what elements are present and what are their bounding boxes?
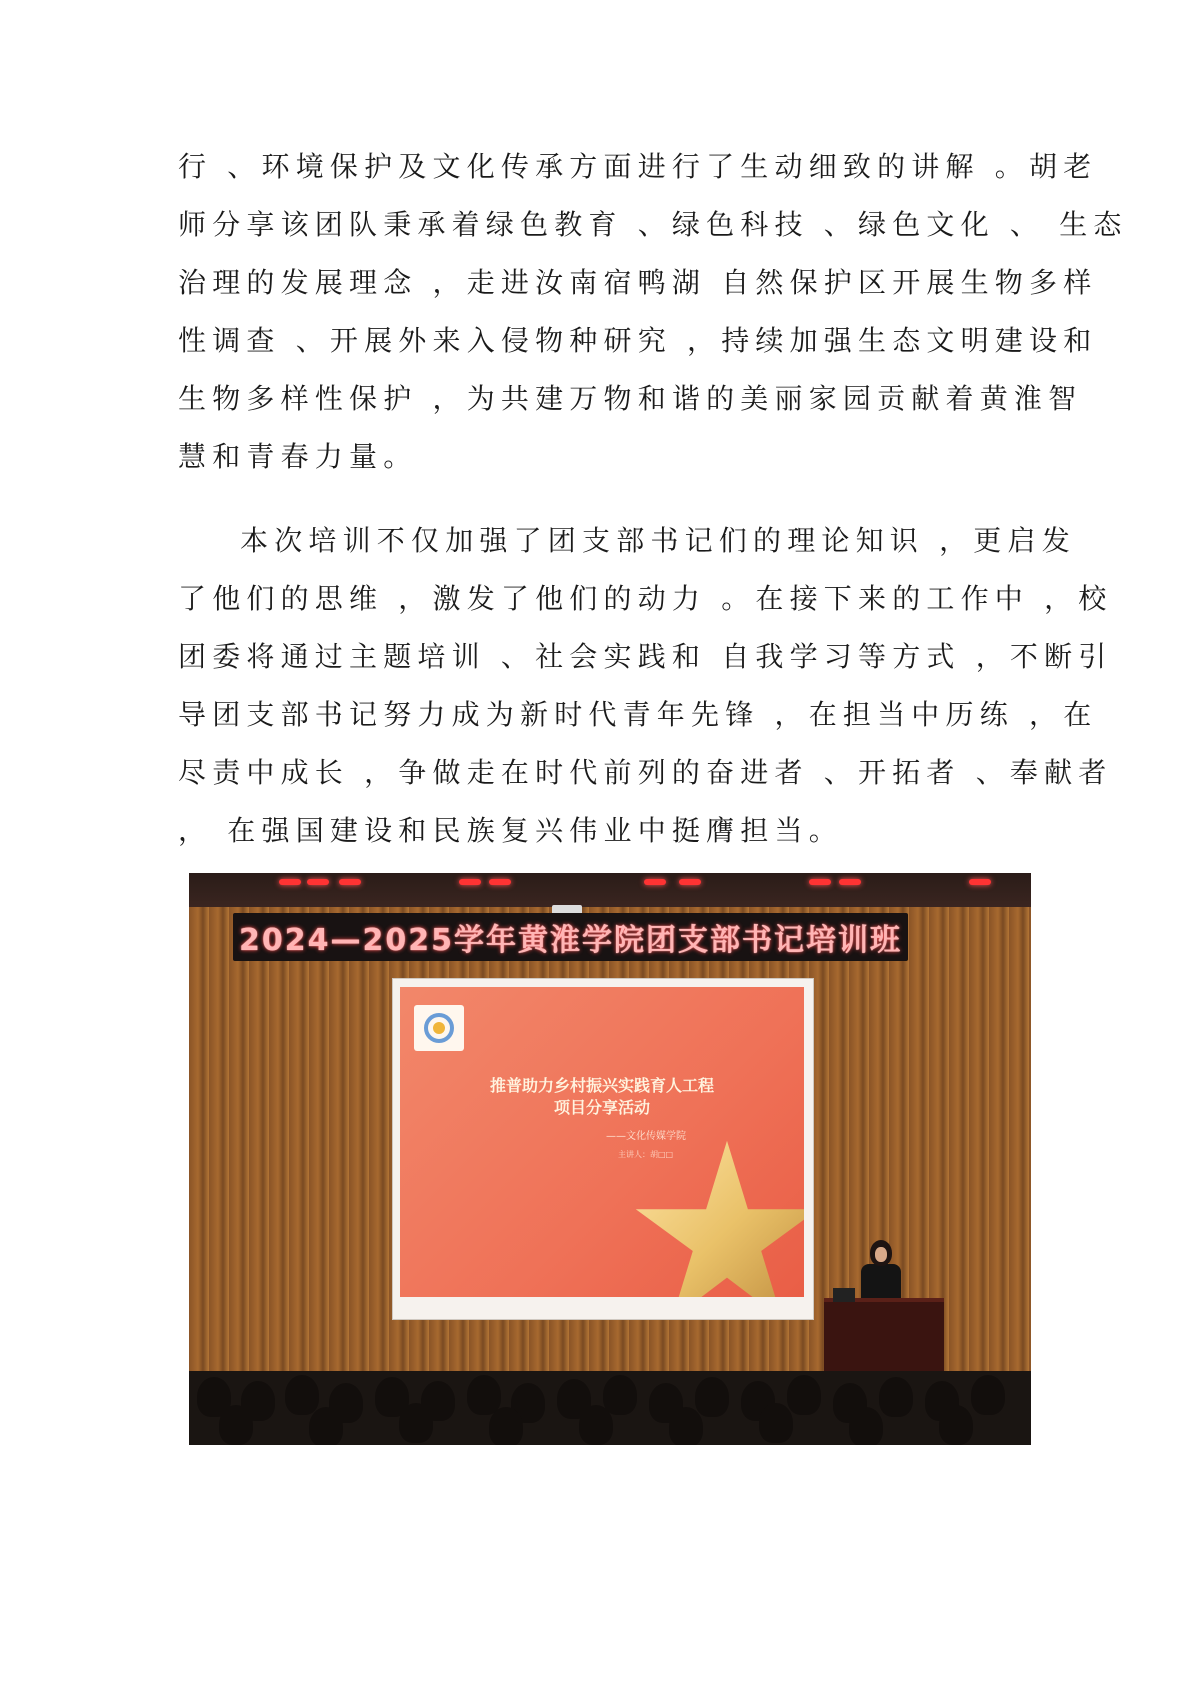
ceiling-light bbox=[969, 879, 991, 885]
projection-screen bbox=[392, 978, 814, 1320]
ceiling-light bbox=[489, 879, 511, 885]
ceiling-light bbox=[459, 879, 481, 885]
paragraph-2 bbox=[178, 512, 1113, 860]
ceiling-light bbox=[644, 879, 666, 885]
ceiling-light bbox=[307, 879, 329, 885]
slide-subtitle: ——文化传媒学院 bbox=[606, 1131, 686, 1142]
text-line: 治理的发展理念 ，走进汝南宿鸭湖 自然保护区开展生物多样 bbox=[178, 266, 1098, 299]
slide-title-line: 推普助力乡村振兴实践育人工程 bbox=[489, 1076, 714, 1095]
audience bbox=[189, 1371, 1031, 1445]
slide-title-line: 项目分享活动 bbox=[553, 1098, 650, 1117]
school-logo-icon bbox=[414, 1005, 464, 1051]
ceiling-light bbox=[339, 879, 361, 885]
slide-presenter: 主讲人：胡□□ bbox=[618, 1150, 674, 1159]
slide-title bbox=[400, 1075, 804, 1119]
training-photo bbox=[189, 873, 1031, 1445]
paragraph-1 bbox=[178, 138, 1128, 486]
presenter bbox=[861, 1240, 901, 1302]
ceiling-light bbox=[679, 879, 701, 885]
text-line: 导团支部书记努力成为新时代青年先锋 ，在担当中历练 ，在 bbox=[178, 698, 1098, 731]
text-line: ， 在强国建设和民族复兴伟业中挺膺担当。 bbox=[178, 814, 843, 847]
text-line: 尽责中成长 ，争做走在时代前列的奋进者 、开拓者 、奉献者 bbox=[178, 756, 1113, 789]
ceiling-light bbox=[839, 879, 861, 885]
text-line: 本次培训不仅加强了团支部书记们的理论知识 ，更启发 bbox=[240, 524, 1076, 557]
text-line: 行 、环境保护及文化传承方面进行了生动细致的讲解 。胡老 bbox=[178, 150, 1098, 183]
text-line: 师分享该团队秉承着绿色教育 、绿色科技 、绿色文化 、 生态 bbox=[178, 208, 1128, 241]
text-line: 了他们的思维 ，激发了他们的动力 。在接下来的工作中 ，校 bbox=[178, 582, 1113, 615]
ceiling-light bbox=[809, 879, 831, 885]
text-line: 团委将通过主题培训 、社会实践和 自我学习等方式 ，不断引 bbox=[178, 640, 1113, 673]
laptop-icon bbox=[833, 1288, 855, 1302]
led-banner bbox=[233, 913, 908, 961]
ceiling bbox=[189, 873, 1031, 907]
text-line: 性调查 、开展外来入侵物种研究 ，持续加强生态文明建设和 bbox=[178, 324, 1098, 357]
text-line: 慧和青春力量。 bbox=[178, 440, 418, 473]
text-line: 生物多样性保护 ，为共建万物和谐的美丽家园贡献着黄淮智 bbox=[178, 382, 1083, 415]
ceiling-light bbox=[279, 879, 301, 885]
presentation-slide bbox=[400, 987, 804, 1297]
star-icon bbox=[632, 1137, 804, 1297]
banner-text: 2024—2025学年黄淮学院团支部书记培训班 bbox=[239, 923, 902, 958]
